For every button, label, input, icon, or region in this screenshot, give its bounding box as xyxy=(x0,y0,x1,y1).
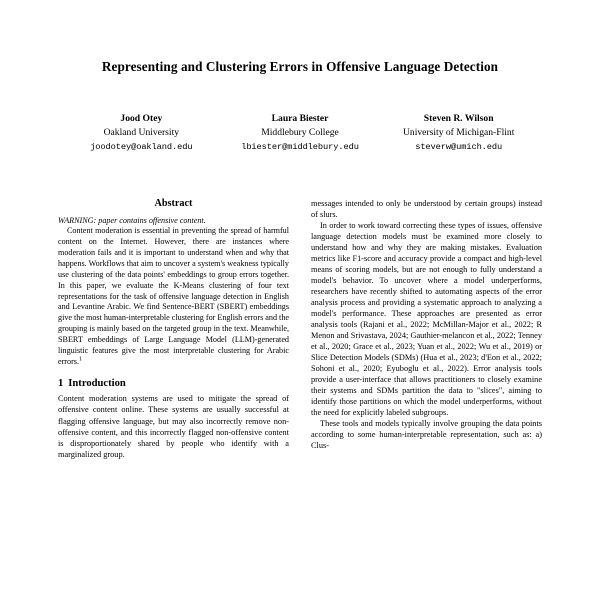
section-title: Introduction xyxy=(68,378,126,390)
right-column xyxy=(311,198,542,460)
page-title: Representing and Clustering Errors in Offensive Language Detection xyxy=(101,59,499,74)
section-heading-introduction xyxy=(58,378,289,389)
paragraph: In order to work toward correcting these types of issues, offensive language detection models must be examined more closely to understand how and why they are making mistakes. Evaluation metrics like F1-score and accuracy provide a compact and high-level means of scoring models, but are not enough to fully understand a model's behavior. To uncover where a model underperforms, researchers have recently shifted to automating aspects of the error analysis process and providing a systematic approach to analyzing a model's performance. These approaches are presented as error analysis tools (Rajani et al., 2022; McMillan-Major et al., 2022; R Menon and Srivastava, 2024; Gauthier-melancon et al., 2022; Tenney et al., 2020; Grace et al., 2023; Yuan et al., 2022; Wu et al., 2019) or Slice Detection Models (SDMs) (Hua et al., 2023; d'Eon et al., 2022; Sohoni et al., 2020; Eyuboglu et al., 2022). Error analysis tools provide a user-interface that allows practitioners to closely examine their systems and SDMs partition the data to "slices", aiming to identify those partitions on which the model underperforms, without the need for explicitly labeled subgroups. xyxy=(311,220,542,418)
author-block xyxy=(221,112,380,154)
footnote-marker: 1 xyxy=(78,355,82,362)
section-number: 1 xyxy=(58,378,64,390)
abstract-warning: WARNING: paper contains offensive content. xyxy=(58,215,206,225)
author-email: lbiester@middlebury.edu xyxy=(241,141,359,152)
author-affiliation: University of Michigan-Flint xyxy=(402,127,515,139)
author-affiliation: Middlebury College xyxy=(261,127,339,139)
paragraph: These tools and models typically involve grouping the data points according to some human-interpretable representation, such as: a) Clus- xyxy=(311,419,542,451)
abstract-text: Content moderation is essential in preventing the spread of harmful content on the Internet. However, there are instances where moderation fails and it is important to understand when and why that happens. Workflows that aim to uncover a system's weakness typically use clustering of the data points' embeddings to group errors together. In this paper, we evaluate the K-Means clustering of four text representations for the task of offensive language detection in English and Levantine Arabic. We find Sentence-BERT (SBERT) embeddings give the most human-interpretable clustering for English errors and the grouping is mainly based on the targeted group in the text. Meanwhile, SBERT embeddings of Large Language Model (LLM)-generated linguistic features give the most interpretable clustering for Arabic errors. xyxy=(58,226,289,366)
author-block xyxy=(379,112,538,154)
left-column xyxy=(58,198,289,460)
paragraph: Content moderation systems are used to mitigate the spread of offensive content online. These systems are usually successful at flagging offensive language, but may also incorrectly remove non-offensive content, and this incorrectly flagged non-offensive content is disproportionately shared by people who identify with a marginalized group. xyxy=(58,394,289,459)
abstract-heading: Abstract xyxy=(154,197,193,209)
author-affiliation: Oakland University xyxy=(103,127,180,139)
author-name: Jood Otey xyxy=(120,112,163,124)
paragraph: messages intended to only be understood by certain groups) instead of slurs. xyxy=(311,198,542,219)
author-email: joodotey@oakland.edu xyxy=(90,141,193,152)
two-column-body xyxy=(58,198,542,460)
abstract-body xyxy=(58,226,289,367)
author-list xyxy=(58,112,542,154)
author-name: Steven R. Wilson xyxy=(423,112,494,124)
author-block xyxy=(62,112,221,154)
author-email: steverw@umich.edu xyxy=(415,141,503,152)
author-name: Laura Biester xyxy=(271,112,329,124)
